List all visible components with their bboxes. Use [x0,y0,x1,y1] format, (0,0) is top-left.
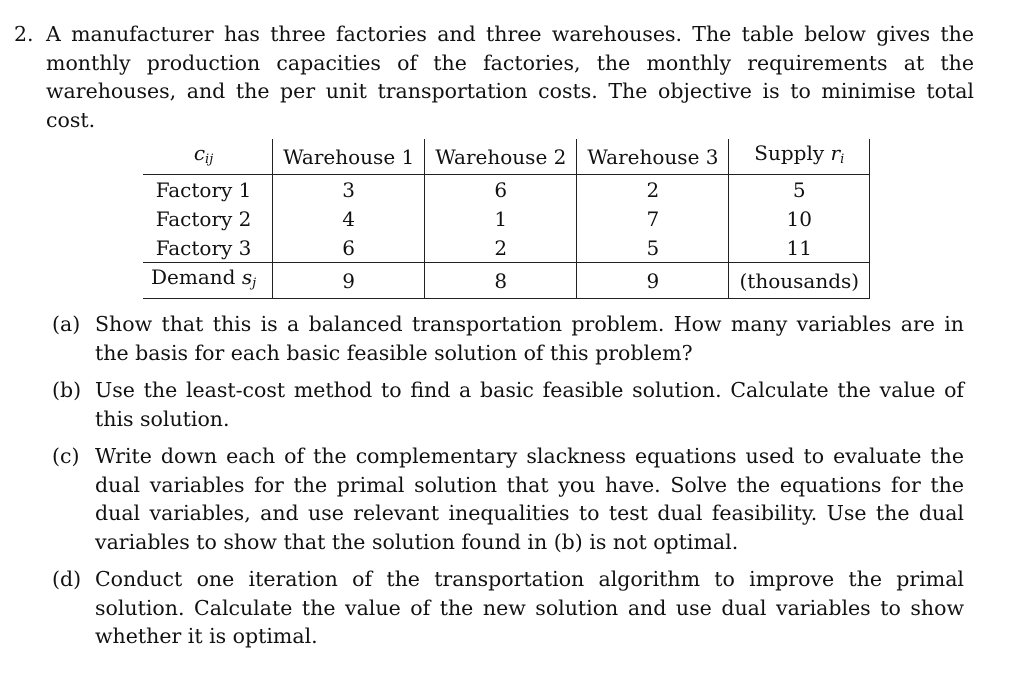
part-text: Conduct one iteration of the transportation algorithm to improve the primal solution. Calculate the value of the new solution and use dual variables to show whether it is optimal. [95,567,964,648]
header-warehouse-2: Warehouse 2 [425,139,577,175]
table-row [143,204,870,233]
demand-cell: 9 [577,263,729,299]
supply-cell: 11 [729,233,870,263]
cost-cell: 2 [425,233,577,263]
cost-subscript: ij [205,152,214,167]
demand-cell: 9 [273,263,425,299]
cost-symbol: c [193,141,206,165]
question-part [52,376,964,433]
question-part [52,565,964,651]
question-parts [52,310,964,660]
problem-statement [14,20,974,134]
part-text: Write down each of the complementary slackness equations used to evaluate the dual variables for the primal solution that you have. Solve the equations for the dual variables, and use relevant inequalities to test dual feasibility. Use the dual variables to show that the solution found in (b) is not optimal. [95,444,964,554]
supply-header-label: Supply [754,141,825,165]
cost-cell: 5 [577,233,729,263]
corner-cell [143,139,273,175]
demand-row [143,263,870,299]
cost-cell: 6 [273,233,425,263]
part-label: (b) [52,378,82,402]
supply-subscript: i [840,152,845,167]
part-label: (c) [52,444,80,468]
question-part [52,310,964,367]
cost-cell: 3 [273,175,425,205]
demand-subscript: j [252,276,257,291]
demand-label: Demand [151,265,236,289]
units-note: (thousands) [729,263,870,299]
problem-text: A manufacturer has three factories and three warehouses. The table below gives the monthly production capacities of the factories, the monthly requirements at the warehouses, and the per unit transportation costs. The objective is to minimise total cost. [46,22,974,132]
part-text: Use the least-cost method to find a basic feasible solution. Calculate the value of this solution. [95,378,964,431]
supply-cell: 5 [729,175,870,205]
part-text: Show that this is a balanced transportation problem. How many variables are in the basis for each basic feasible solution of this problem? [95,312,964,365]
header-warehouse-1: Warehouse 1 [273,139,425,175]
cost-cell: 1 [425,204,577,233]
question-part [52,442,964,556]
cost-cell: 6 [425,175,577,205]
table-header-row [143,139,870,175]
problem-number: 2. [14,22,34,46]
part-label: (a) [52,312,81,336]
cost-cell: 2 [577,175,729,205]
cost-table [143,139,870,299]
header-warehouse-3: Warehouse 3 [577,139,729,175]
demand-symbol: s [241,265,253,289]
supply-cell: 10 [729,204,870,233]
row-label: Factory 3 [143,233,273,263]
row-label: Factory 1 [155,177,252,202]
demand-label-cell [143,263,273,299]
table-row [143,175,870,205]
cost-cell: 7 [577,204,729,233]
row-label: Factory 2 [155,206,252,231]
header-supply [729,139,870,175]
cost-cell: 4 [273,204,425,233]
table-row [143,233,870,263]
demand-cell: 8 [425,263,577,299]
supply-symbol: r [830,141,841,165]
part-label: (d) [52,567,82,591]
